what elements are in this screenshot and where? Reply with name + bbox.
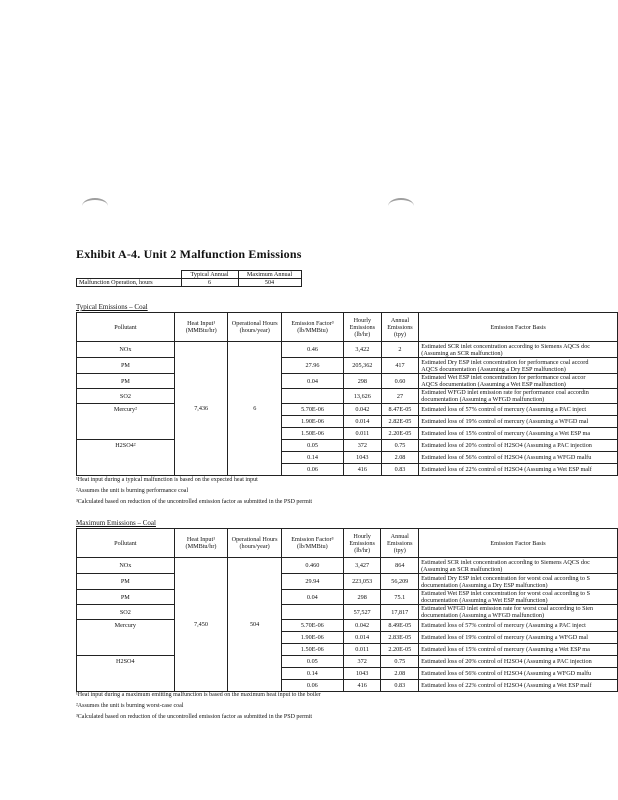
maximum-pollutant-cell: PM <box>77 574 175 590</box>
typical-annual-cell: 8.47E-05 <box>381 404 419 416</box>
maximum-annual-cell: 2.08 <box>381 668 419 680</box>
typical-column-header: Heat Input¹ (MMBtu/hr) <box>174 313 228 342</box>
maximum-hourly-cell: 298 <box>343 590 381 605</box>
maximum-basis-cell <box>419 558 618 574</box>
maximum-column-header: Emission Factor Basis <box>419 529 618 558</box>
summary-header-maximum: Maximum Annual <box>238 271 301 279</box>
typical-hours-cell: 6 <box>228 342 282 476</box>
maximum-basis-line: Estimated loss of 20% control of H2SO4 (Assuming a PAC injection <box>421 658 592 665</box>
typical-annual-cell: 2 <box>381 342 419 358</box>
maximum-factor-cell: 1.50E-06 <box>281 644 343 656</box>
typical-basis-line: Estimated loss of 57% control of mercury (Assuming a PAC inject <box>421 406 587 413</box>
maximum-annual-cell: 75.1 <box>381 590 419 605</box>
typical-section-heading: Typical Emissions – Coal <box>76 303 148 311</box>
maximum-basis-line: Estimated loss of 15% control of mercury (Assuming a Wet ESP ma <box>421 646 590 653</box>
maximum-basis-line: Estimated loss of 22% control of H2SO4 (Assuming a Wet ESP malf <box>421 682 592 689</box>
typical-factor-cell: 0.14 <box>282 452 344 464</box>
typical-basis-cell <box>419 404 618 416</box>
typical-basis-cell <box>419 416 618 428</box>
maximum-annual-cell: 864 <box>381 558 419 574</box>
maximum-annual-cell: 2.20E-05 <box>381 644 419 656</box>
typical-column-header: Hourly Emissions (lb/hr) <box>344 313 382 342</box>
typical-footnote: ³Calculated based on reduction of the uncontrolled emission factor as submitted in the PSD permit <box>76 499 313 505</box>
typical-factor-cell: 5.70E-06 <box>282 404 344 416</box>
typical-pollutant-cell: NOx <box>77 342 175 358</box>
maximum-basis-line: Estimated Dry ESP inlet concentration for worst coal according to S <box>421 574 590 582</box>
typical-factor-cell: 27.96 <box>282 358 344 374</box>
typical-factor-cell: 0.06 <box>282 464 344 476</box>
typical-annual-cell: 2.20E-05 <box>381 428 419 440</box>
typical-hourly-cell: 205,362 <box>344 358 382 374</box>
typical-basis-cell <box>419 342 618 358</box>
maximum-factor-cell: 29.94 <box>281 574 343 590</box>
typical-factor-cell: 0.04 <box>282 374 344 389</box>
maximum-factor-cell: 0.04 <box>281 590 343 605</box>
typical-factor-cell: 1.50E-06 <box>282 428 344 440</box>
malfunction-hours-table <box>76 270 302 287</box>
maximum-hourly-cell: 416 <box>343 680 381 692</box>
typical-basis-line: Estimated loss of 22% control of H2SO4 (Assuming a Wet ESP malf <box>421 466 592 473</box>
maximum-pollutant-cell: SO2 <box>77 605 175 620</box>
maximum-data-row <box>77 644 618 656</box>
typical-pollutant-cell <box>77 452 175 464</box>
typical-annual-cell: 2.82E-05 <box>381 416 419 428</box>
typical-annual-cell: 0.83 <box>381 464 419 476</box>
maximum-basis-cell <box>419 620 618 632</box>
typical-basis-line: Estimated SCR inlet concentration according to Siemens AQCS doc <box>421 342 591 350</box>
maximum-pollutant-cell: Mercury <box>77 620 175 632</box>
typical-data-row <box>77 452 618 464</box>
maximum-basis-line: Estimated loss of 19% control of mercury (Assuming a WFGD mal <box>421 634 588 641</box>
maximum-column-header: Emission Factor³ (lb/MMBtu) <box>281 529 343 558</box>
typical-heat-input-cell: 7,436 <box>174 342 228 476</box>
typical-pollutant-cell <box>77 416 175 428</box>
summary-typical-value: 6 <box>181 279 238 287</box>
typical-basis-line: Estimated loss of 19% control of mercury (Assuming a WFGD mal <box>421 418 589 425</box>
typical-basis-cell <box>419 464 618 476</box>
typical-basis-line: Estimated loss of 15% control of mercury (Assuming a Wet ESP ma <box>421 430 591 437</box>
maximum-basis-line: Estimated Wet ESP inlet concentration for worst coal according to S <box>421 590 591 597</box>
scan-mark-left <box>82 198 108 214</box>
summary-header-row <box>77 271 302 279</box>
maximum-hourly-cell: 57,527 <box>343 605 381 620</box>
maximum-factor-cell: 1.90E-06 <box>281 632 343 644</box>
maximum-hourly-cell: 0.042 <box>343 620 381 632</box>
maximum-basis-cell <box>419 590 618 605</box>
typical-footnote: ²Assumes the unit is burning performance coal <box>76 488 189 494</box>
typical-basis-cell <box>419 440 618 452</box>
typical-data-row <box>77 389 618 404</box>
maximum-footnote: ²Assumes the unit is burning worst-case coal <box>76 703 184 709</box>
typical-pollutant-cell <box>77 464 175 476</box>
maximum-annual-cell: 17,817 <box>381 605 419 620</box>
typical-hourly-cell: 0.042 <box>344 404 382 416</box>
typical-column-header: Emission Factor³ (lb/MMBtu) <box>282 313 344 342</box>
typical-pollutant-cell: H2SO4² <box>77 440 175 452</box>
typical-data-row <box>77 358 618 374</box>
maximum-heat-input-cell: 7,450 <box>174 558 228 692</box>
maximum-annual-cell: 2.83E-05 <box>381 632 419 644</box>
maximum-column-header: Hourly Emissions (lb/hr) <box>343 529 381 558</box>
typical-annual-cell: 27 <box>381 389 419 404</box>
maximum-factor-cell: 5.70E-06 <box>281 620 343 632</box>
typical-data-row <box>77 374 618 389</box>
maximum-section-heading: Maximum Emissions – Coal <box>76 519 156 527</box>
maximum-pollutant-cell <box>77 668 175 680</box>
maximum-data-row <box>77 605 618 620</box>
maximum-data-row <box>77 558 618 574</box>
typical-pollutant-cell <box>77 428 175 440</box>
maximum-basis-cell <box>419 680 618 692</box>
typical-basis-cell <box>419 374 618 389</box>
maximum-data-row <box>77 668 618 680</box>
typical-data-row <box>77 440 618 452</box>
typical-hourly-cell: 298 <box>344 374 382 389</box>
maximum-basis-line: documentation (Assuming a Wet ESP malfunction) <box>421 597 548 604</box>
maximum-basis-line: documentation (Assuming a WFGD malfunction) <box>421 612 545 619</box>
maximum-pollutant-cell <box>77 680 175 692</box>
typical-basis-cell <box>419 428 618 440</box>
typical-factor-cell <box>282 389 344 404</box>
typical-basis-line: documentation (Assuming a WFGD malfunction) <box>421 396 545 403</box>
maximum-data-row <box>77 620 618 632</box>
typical-factor-cell: 1.90E-06 <box>282 416 344 428</box>
maximum-hours-cell: 504 <box>228 558 282 692</box>
typical-hourly-cell: 3,422 <box>344 342 382 358</box>
typical-basis-line: Estimated loss of 56% control of H2SO4 (Assuming a WFGD malfu <box>421 454 592 461</box>
typical-column-header: Emission Factor Basis <box>419 313 618 342</box>
maximum-factor-cell: 0.06 <box>281 680 343 692</box>
maximum-data-row <box>77 656 618 668</box>
maximum-annual-cell: 0.75 <box>381 656 419 668</box>
maximum-column-header: Operational Hours (hours/year) <box>228 529 282 558</box>
typical-annual-cell: 0.60 <box>381 374 419 389</box>
maximum-factor-cell: 0.05 <box>281 656 343 668</box>
maximum-hourly-cell: 0.014 <box>343 632 381 644</box>
typical-data-row <box>77 416 618 428</box>
typical-basis-line: (Assuming an SCR malfunction) <box>421 349 503 357</box>
maximum-basis-line: Estimated loss of 56% control of H2SO4 (Assuming a WFGD malfu <box>421 670 592 677</box>
summary-header-typical: Typical Annual <box>181 271 238 279</box>
maximum-hourly-cell: 3,427 <box>343 558 381 574</box>
maximum-data-row <box>77 590 618 605</box>
exhibit-title: Exhibit A-4. Unit 2 Malfunction Emissions <box>76 247 302 261</box>
maximum-annual-cell: 8.49E-05 <box>381 620 419 632</box>
typical-hourly-cell: 1043 <box>344 452 382 464</box>
typical-basis-line: AQCS documentation (Assuming a Dry ESP malfunction) <box>421 365 566 373</box>
maximum-hourly-cell: 372 <box>343 656 381 668</box>
maximum-pollutant-cell <box>77 644 175 656</box>
typical-hourly-cell: 0.011 <box>344 428 382 440</box>
maximum-basis-line: Estimated WFGD inlet emission rate for worst coal according to Sien <box>421 605 594 612</box>
maximum-basis-line: Estimated SCR inlet concentration according to Siemens AQCS doc <box>421 558 590 566</box>
typical-factor-cell: 0.46 <box>282 342 344 358</box>
scan-mark-right <box>388 198 414 214</box>
typical-data-row <box>77 464 618 476</box>
maximum-hourly-cell: 1043 <box>343 668 381 680</box>
maximum-data-row <box>77 680 618 692</box>
typical-pollutant-cell: SO2 <box>77 389 175 404</box>
typical-basis-cell <box>419 358 618 374</box>
maximum-pollutant-cell: NOx <box>77 558 175 574</box>
typical-header-row <box>77 313 618 342</box>
typical-hourly-cell: 372 <box>344 440 382 452</box>
typical-data-row <box>77 428 618 440</box>
maximum-factor-cell: 0.14 <box>281 668 343 680</box>
maximum-annual-cell: 56,209 <box>381 574 419 590</box>
typical-annual-cell: 0.75 <box>381 440 419 452</box>
maximum-pollutant-cell: PM <box>77 590 175 605</box>
typical-basis-line: AQCS documentation (Assuming a Wet ESP malfunction) <box>421 381 566 388</box>
typical-hourly-cell: 416 <box>344 464 382 476</box>
maximum-basis-line: documentation (Assuming a Dry ESP malfunction) <box>421 581 548 589</box>
maximum-footnote: ³Calculated based on reduction of the uncontrolled emission factor as submitted in the PSD permit <box>76 714 313 720</box>
typical-column-header: Annual Emissions (tpy) <box>381 313 419 342</box>
maximum-basis-cell <box>419 644 618 656</box>
typical-pollutant-cell: PM <box>77 374 175 389</box>
typical-emissions-table <box>76 312 618 476</box>
typical-data-row <box>77 342 618 358</box>
typical-basis-cell <box>419 389 618 404</box>
typical-factor-cell: 0.05 <box>282 440 344 452</box>
maximum-basis-cell <box>419 668 618 680</box>
typical-hourly-cell: 13,626 <box>344 389 382 404</box>
summary-maximum-value: 504 <box>238 279 301 287</box>
typical-basis-line: Estimated WFGD inlet emission rate for performance coal accordin <box>421 389 589 396</box>
maximum-pollutant-cell: H2SO4 <box>77 656 175 668</box>
maximum-emissions-table <box>76 528 618 692</box>
typical-basis-cell <box>419 452 618 464</box>
maximum-basis-cell <box>419 605 618 620</box>
maximum-basis-line: Estimated loss of 57% control of mercury (Assuming a PAC inject <box>421 622 586 629</box>
typical-annual-cell: 417 <box>381 358 419 374</box>
maximum-basis-cell <box>419 632 618 644</box>
summary-corner <box>77 271 182 279</box>
summary-row-label: Malfunction Operation, hours <box>77 279 182 287</box>
maximum-column-header: Heat Input¹ (MMBtu/hr) <box>174 529 228 558</box>
typical-data-row <box>77 404 618 416</box>
maximum-annual-cell: 0.83 <box>381 680 419 692</box>
maximum-column-header: Pollutant <box>77 529 175 558</box>
typical-basis-line: Estimated loss of 20% control of H2SO4 (Assuming a PAC injection <box>421 442 592 449</box>
typical-column-header: Operational Hours (hours/year) <box>228 313 282 342</box>
typical-basis-line: Estimated Wet ESP inlet concentration for performance coal accor <box>421 374 586 381</box>
typical-basis-line: Estimated Dry ESP inlet concentration for performance coal accord <box>421 358 589 366</box>
typical-hourly-cell: 0.014 <box>344 416 382 428</box>
maximum-hourly-cell: 0.011 <box>343 644 381 656</box>
typical-pollutant-cell: Mercury² <box>77 404 175 416</box>
maximum-footnote: ¹Heat input during a maximum emitting malfunction is based on the maximum heat input to the boiler <box>76 692 321 698</box>
maximum-data-row <box>77 574 618 590</box>
typical-annual-cell: 2.08 <box>381 452 419 464</box>
maximum-factor-cell <box>281 605 343 620</box>
typical-pollutant-cell: PM <box>77 358 175 374</box>
maximum-hourly-cell: 223,053 <box>343 574 381 590</box>
maximum-pollutant-cell <box>77 632 175 644</box>
maximum-basis-cell <box>419 574 618 590</box>
summary-row <box>77 279 302 287</box>
maximum-basis-line: (Assuming an SCR malfunction) <box>421 565 503 573</box>
typical-footnote: ¹Heat input during a typical malfunction is based on the expected heat input <box>76 477 258 483</box>
typical-column-header: Pollutant <box>77 313 175 342</box>
maximum-column-header: Annual Emissions (tpy) <box>381 529 419 558</box>
maximum-data-row <box>77 632 618 644</box>
maximum-header-row <box>77 529 618 558</box>
maximum-factor-cell: 0.460 <box>281 558 343 574</box>
maximum-basis-cell <box>419 656 618 668</box>
